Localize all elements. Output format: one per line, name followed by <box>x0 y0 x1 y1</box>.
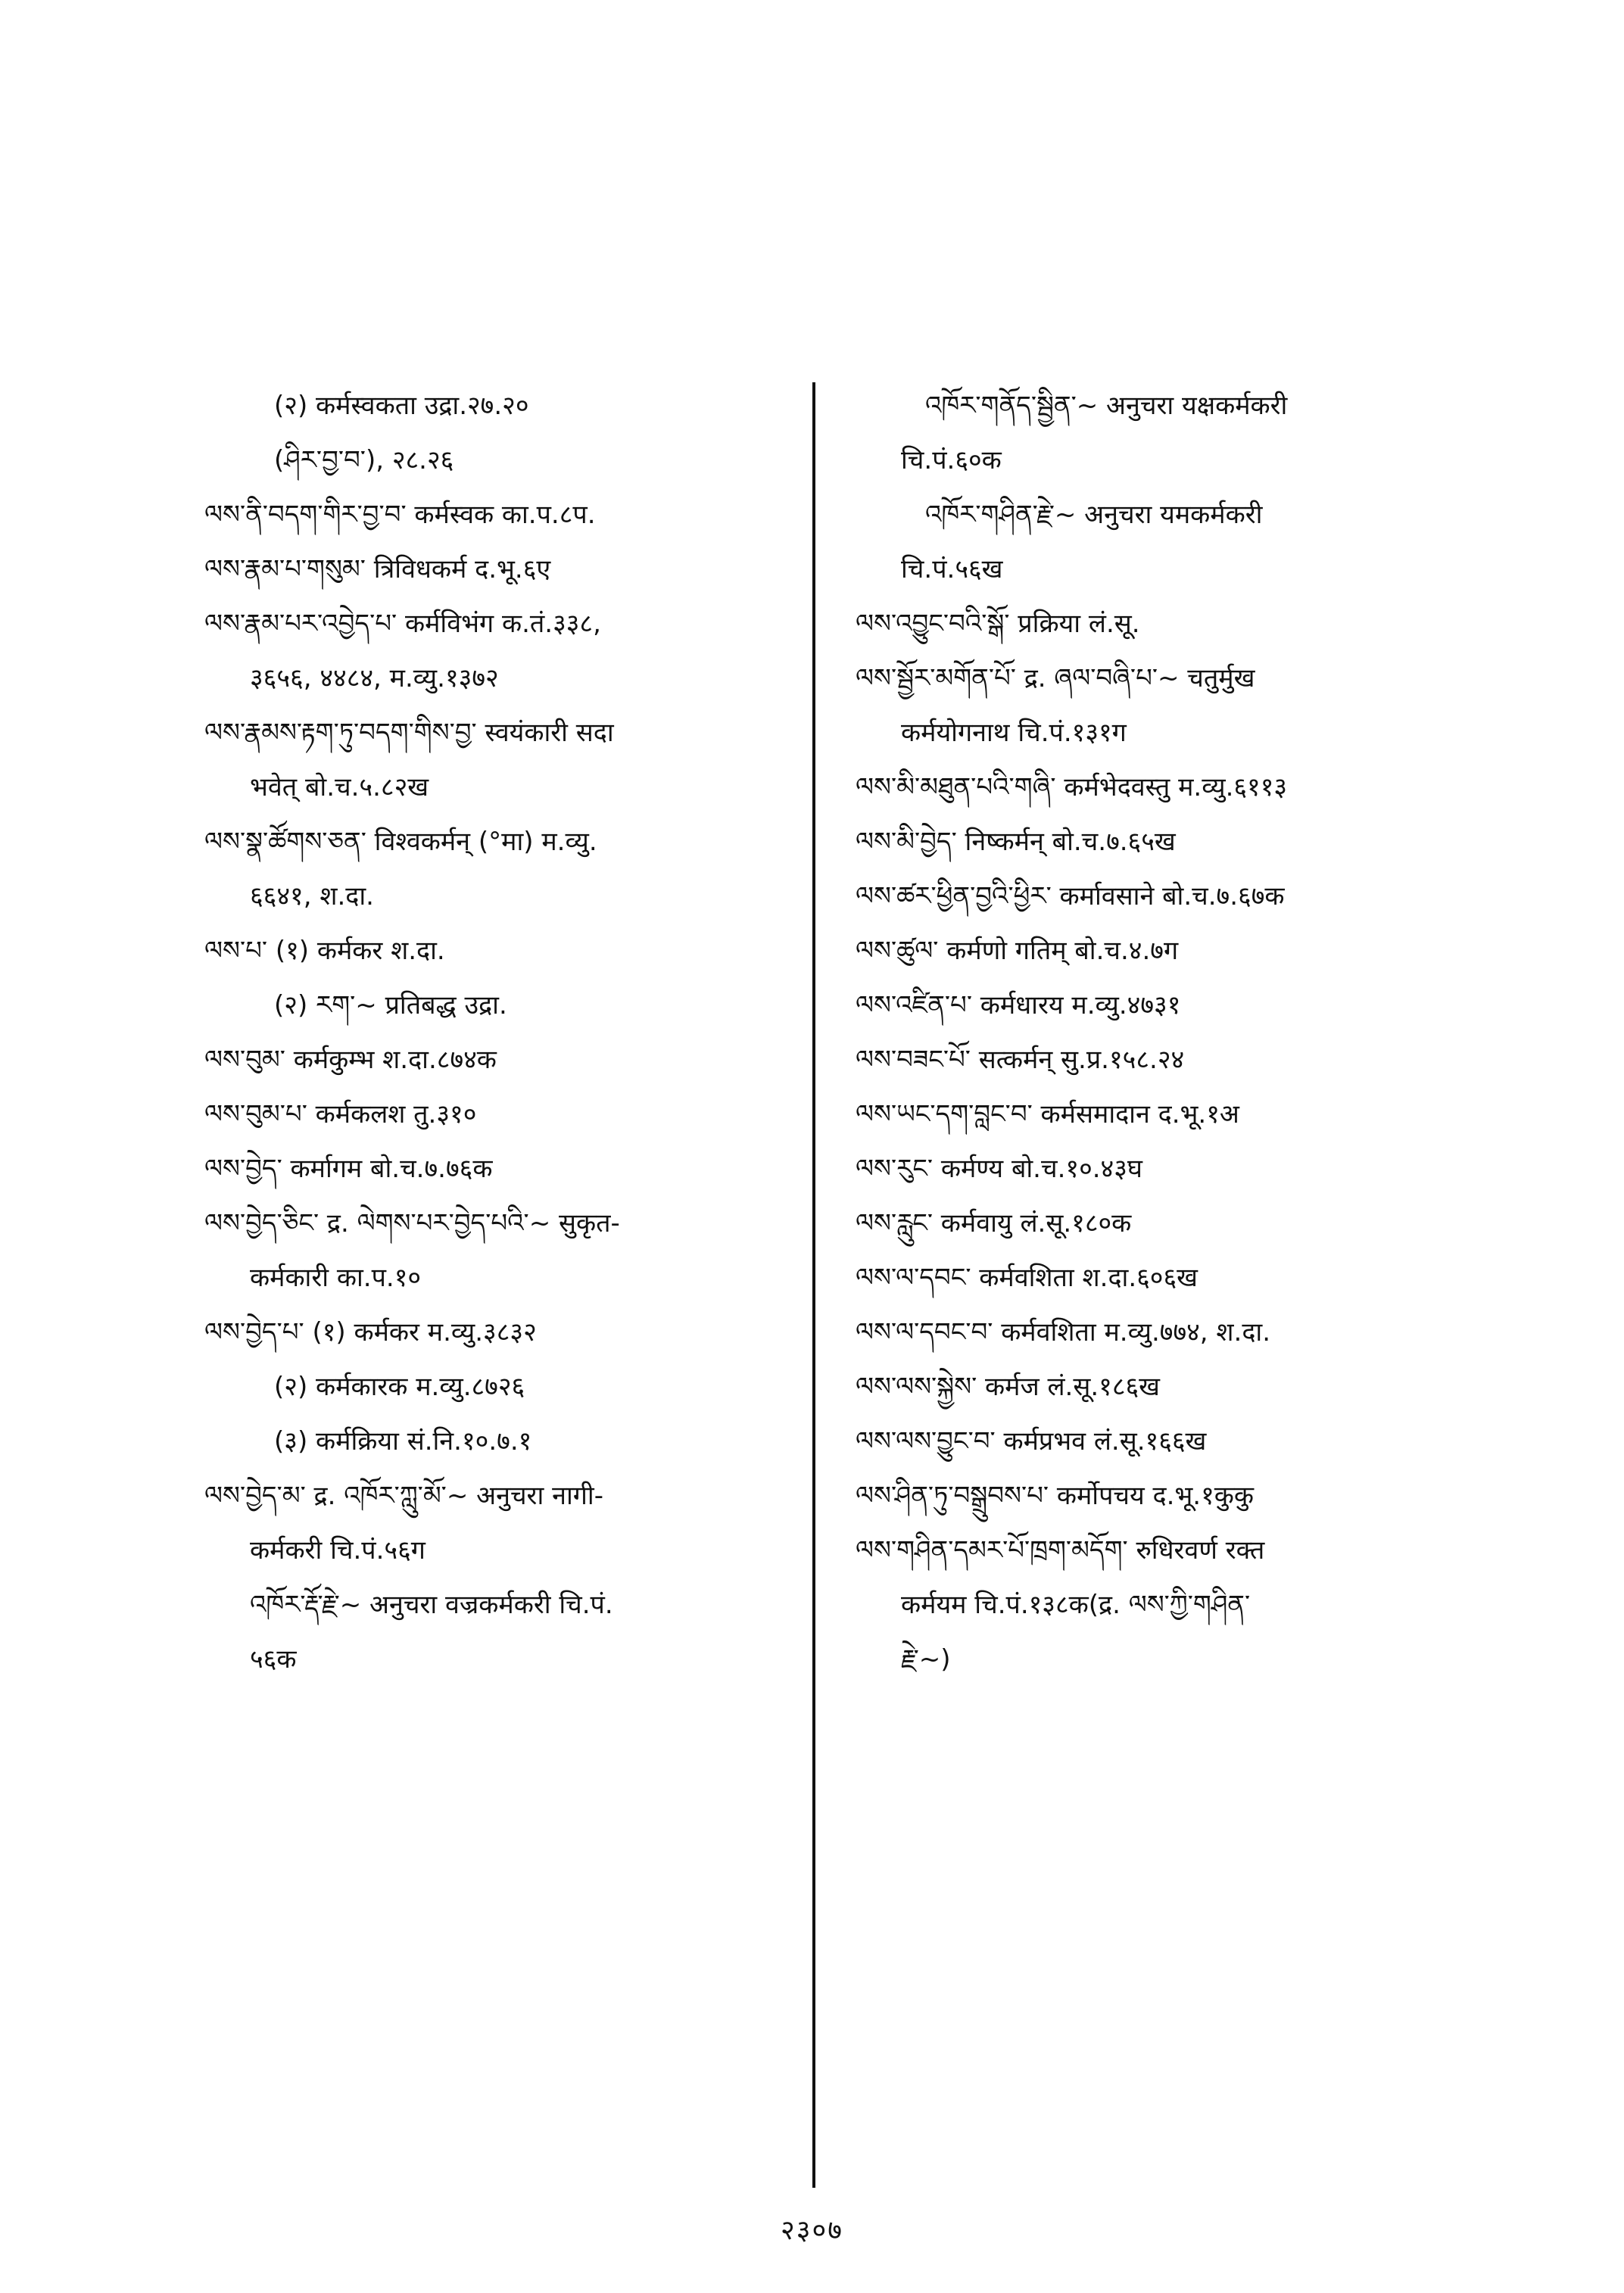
left-column <box>204 379 810 1687</box>
dictionary-entry-line: ལས་ལ་དབང་ कर्मवशिता श.दा.६०६ख <box>856 1263 1198 1293</box>
dictionary-entry-line: (२) རག་~ प्रतिबद्ध उद्रा. <box>274 990 507 1020</box>
dictionary-entry-line: ལས་ལས་བྱུང་བ་ कर्मप्रभव लं.सू.१६६ख <box>856 1426 1207 1456</box>
dictionary-entry-line: ལས་བྱེད་མ་ द्र. འཁོར་ཀླུ་མོ་~ अनुचरा नागी- <box>204 1481 603 1511</box>
dictionary-entry-line: ལས་རུང་ कर्मण्य बो.च.१०.४३घ <box>856 1154 1143 1184</box>
dictionary-entry-line: ལས་ཤིན་ཏུ་བསྒྲུབས་པ་ कर्मोपचय द.भू.१कुकु <box>856 1481 1254 1511</box>
dictionary-entry-line: भवेत् बो.च.५.८२ख <box>250 772 429 802</box>
dictionary-entry-line: ལས་མི་མཐུན་པའི་གཞི་ कर्मभेदवस्तु म.व्यु.६११३ <box>856 772 1288 802</box>
dictionary-entry-line: འཁོར་གནོད་སྦྱིན་~ अनुचरा यक्षकर्मकरी <box>925 391 1288 421</box>
dictionary-entry-line: འཁོར་གཤིན་རྗེ་~ अनुचरा यमकर्मकरी <box>925 500 1263 530</box>
dictionary-entry-line: चि.पं.६०क <box>901 445 1002 475</box>
dictionary-entry-line: (ཤིར་བྱ་བ་), २८.२६ <box>274 445 454 475</box>
dictionary-entry-line: ལས་སྦྱོར་མགོན་པོ་ द्र. ཞལ་བཞི་པ་~ चतुर्मुख <box>856 663 1255 693</box>
dictionary-entry-line: ལས་ཡང་དག་བླང་བ་ कर्मसमादान द.भू.१अ <box>856 1099 1239 1129</box>
dictionary-entry-line: (२) कर्मस्वकता उद्रा.२७.२० <box>274 391 529 421</box>
dictionary-entry-line: ལས་པ་ (१) कर्मकर श.दा. <box>204 936 445 966</box>
dictionary-entry-line: འཁོར་རྡོ་རྗེ་~ अनुचरा वज्रकर्मकरी चि.पं. <box>250 1590 613 1620</box>
dictionary-entry-line: ལས་ཚར་ཕྱིན་བྱའི་ཕྱིར་ कर्मावसाने बो.च.७.६७क <box>856 881 1285 911</box>
dictionary-entry-line: ལས་བྱེད་ཅིང་ द्र. ལེགས་པར་བྱེད་པའི་~ सुकृत- <box>204 1208 620 1238</box>
dictionary-entry-line: རྗེ་~) <box>901 1644 951 1675</box>
dictionary-entry-line: ལས་གཤིན་དམར་པོ་ཁྲག་མདོག་ रुधिरवर्ण रक्त <box>856 1535 1265 1566</box>
column-divider <box>812 382 815 2188</box>
dictionary-entry-line: ལས་ནི་བདག་གིར་བྱ་བ་ कर्मस्वक का.प.८प. <box>204 500 596 530</box>
dictionary-entry-line: ལས་མི་བྱེད་ निष्कर्मन् बो.च.७.६५ख <box>856 827 1176 857</box>
dictionary-entry-line: ལས་རྣམ་པར་འབྱེད་པ་ कर्मविभंग क.तं.३३८, <box>204 609 601 639</box>
dictionary-entry-line: (२) कर्मकारक म.व्यु.८७२६ <box>274 1372 525 1402</box>
dictionary-entry-line: ལས་འཛིན་པ་ कर्मधारय म.व्यु.४७३१ <box>856 990 1181 1020</box>
dictionary-entry-line: ལས་བྱེད་པ་ (१) कर्मकर म.व्यु.३८३२ <box>204 1317 537 1347</box>
dictionary-entry-line: कर्मयोगनाथ चि.पं.१३१ग <box>901 718 1127 748</box>
dictionary-entry-line: कर्मकरी चि.पं.५६ग <box>250 1535 425 1566</box>
dictionary-entry-line: ལས་བཟང་པོ་ सत्कर्मन् सु.प्र.१५८.२४ <box>856 1045 1185 1075</box>
right-column <box>856 379 1461 1687</box>
dictionary-entry-line: ལས་སྣ་ཚོགས་ཅན་ विश्वकर्मन् (°मा) म.व्यु. <box>204 827 597 857</box>
dictionary-entry-line: ལས་རྣམ་པ་གསུམ་ त्रिविधकर्म द.भू.६ए <box>204 554 551 584</box>
dictionary-entry-line: ལས་ལ་དབང་བ་ कर्मवशिता म.व्यु.७७४, श.दा. <box>856 1317 1271 1347</box>
dictionary-entry-line: ལས་ལས་སྐྱེས་ कर्मज लं.सू.१८६ख <box>856 1372 1160 1402</box>
dictionary-entry-line: ལས་རྣམས་རྟག་ཏུ་བདག་གིས་བྱ་ स्वयंकारी सदा <box>204 718 614 748</box>
page-number: २३०७ <box>781 2215 843 2246</box>
dictionary-entry-line: चि.पं.५६ख <box>901 554 1003 584</box>
dictionary-entry-line: ५६क <box>250 1644 297 1675</box>
dictionary-entry-line: ལས་བྱེད་ कर्मागम बो.च.७.७६क <box>204 1154 493 1184</box>
dictionary-entry-line: ལས་བུམ་པ་ कर्मकलश तु.३१० <box>204 1099 477 1129</box>
dictionary-entry-line: ལས་འབྱུང་བའི་སྒོ་ प्रक्रिया लं.सू. <box>856 609 1140 639</box>
dictionary-entry-line: ལས་ཚུལ་ कर्मणो गतिम् बो.च.४.७ग <box>856 936 1179 966</box>
dictionary-entry-line: ལས་བུམ་ कर्मकुम्भ श.दा.८७४क <box>204 1045 497 1075</box>
dictionary-entry-line: कर्मयम चि.पं.१३८क(द्र. ལས་ཀྱི་གཤིན་ <box>901 1590 1251 1620</box>
dictionary-entry-line: (३) कर्मक्रिया सं.नि.१०.७.१ <box>274 1426 532 1456</box>
dictionary-entry-line: ३६५६, ४४८४, म.व्यु.१३७२ <box>250 663 499 693</box>
dictionary-entry-line: ལས་རླུང་ कर्मवायु लं.सू.१८०क <box>856 1208 1132 1238</box>
dictionary-entry-line: कर्मकारी का.प.१० <box>250 1263 422 1293</box>
dictionary-entry-line: ६६४१, श.दा. <box>250 881 374 911</box>
